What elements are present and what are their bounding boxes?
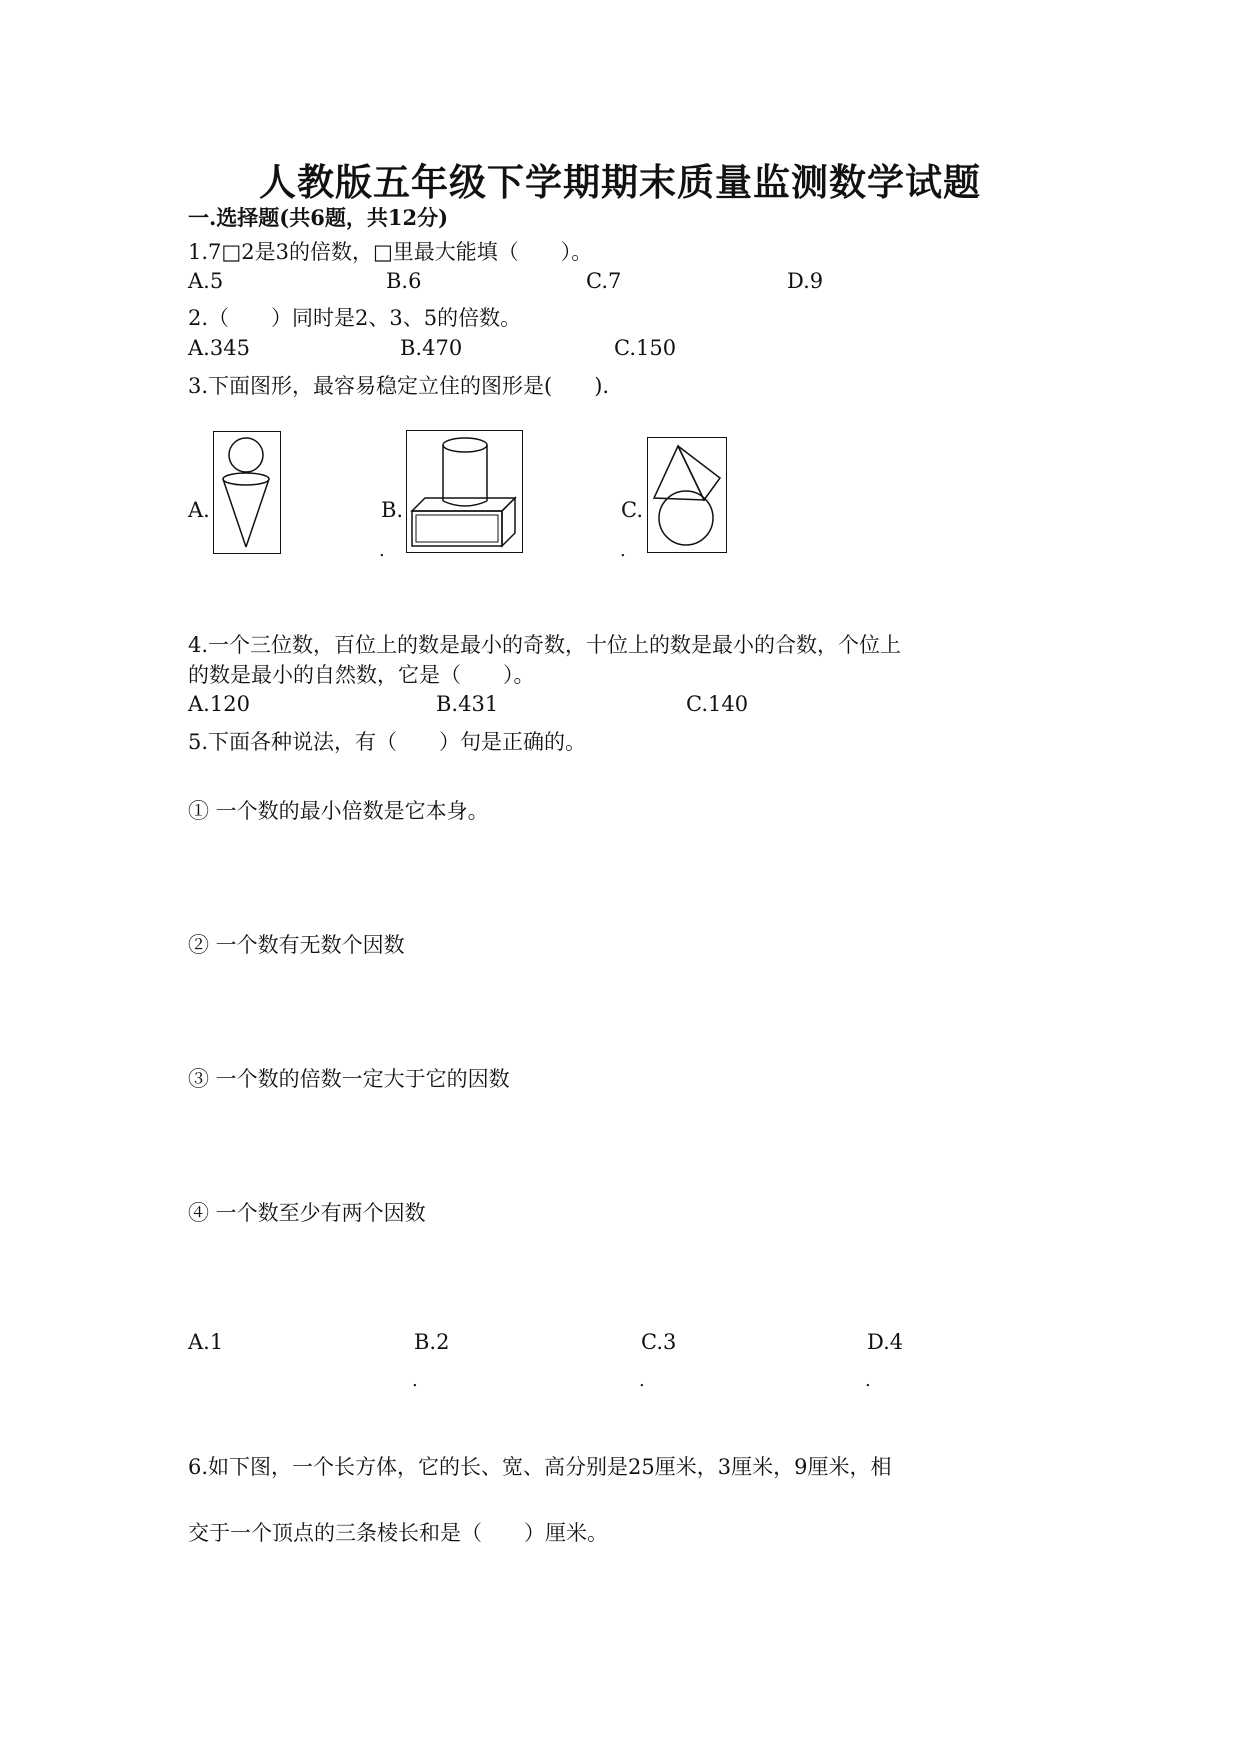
question-2-option-c: C.150 (614, 336, 677, 360)
question-5-text: 5.下面各种说法，有（ ）句是正确的。 (188, 730, 587, 754)
triangle-on-circle-icon (648, 438, 726, 552)
option-b-dot: . (379, 540, 385, 561)
question-2-text: 2.（ ）同时是2、3、5的倍数。 (188, 306, 522, 330)
question-6-text-line-1: 6.如下图，一个长方体，它的长、宽、高分别是25厘米，3厘米，9厘米，相 (188, 1455, 892, 1479)
question-2-option-b: B.470 (400, 336, 463, 360)
question-1-text: 1.7□2是3的倍数，□里最大能填（ ）。 (188, 240, 593, 264)
question-5-statement-1: ① 一个数的最小倍数是它本身。 (188, 799, 489, 823)
option-d-dot: . (865, 1370, 871, 1391)
cylinder-on-box-figure (406, 430, 523, 553)
question-1-option-d: D.9 (787, 269, 824, 293)
option-c-dot: . (620, 540, 626, 561)
question-4-text-line-2: 的数是最小的自然数，它是（ ）。 (188, 663, 535, 687)
question-4-option-c: C.140 (686, 692, 749, 716)
question-5-option-b: B.2 (414, 1330, 450, 1354)
sphere-on-cone-figure (213, 431, 281, 554)
page-title: 人教版五年级下学期期末质量监测数学试题 (259, 160, 981, 204)
question-5-option-a: A.1 (188, 1330, 224, 1354)
question-1-option-c: C.7 (586, 269, 622, 293)
question-3-option-b: B. (381, 498, 404, 522)
question-5-statement-2: ② 一个数有无数个因数 (188, 933, 405, 957)
question-1-option-b: B.6 (386, 269, 422, 293)
sphere-on-cone-icon (214, 432, 280, 553)
triangle-on-circle-figure (647, 437, 727, 553)
question-3-option-c: C. (621, 498, 643, 522)
question-2-option-a: A.345 (188, 336, 250, 360)
question-4-option-a: A.120 (188, 692, 250, 716)
question-4-text-line-1: 4.一个三位数，百位上的数是最小的奇数，十位上的数是最小的合数，个位上 (188, 633, 902, 657)
question-3-option-a: A. (188, 498, 210, 522)
question-5-option-c: C.3 (641, 1330, 677, 1354)
cylinder-on-box-icon (407, 431, 522, 552)
question-5-statement-4: ④ 一个数至少有两个因数 (188, 1201, 426, 1225)
question-1-option-a: A.5 (188, 269, 224, 293)
option-c-dot: . (639, 1370, 645, 1391)
option-b-dot: . (412, 1370, 418, 1391)
question-3-text: 3.下面图形，最容易稳定立住的图形是( ). (188, 374, 610, 398)
question-4-option-b: B.431 (436, 692, 499, 716)
question-5-option-d: D.4 (867, 1330, 904, 1354)
question-6-text-line-2: 交于一个顶点的三条棱长和是（ ）厘米。 (188, 1521, 608, 1545)
question-5-statement-3: ③ 一个数的倍数一定大于它的因数 (188, 1067, 510, 1091)
section-heading-choice: 一.选择题(共6题，共12分) (188, 205, 449, 230)
